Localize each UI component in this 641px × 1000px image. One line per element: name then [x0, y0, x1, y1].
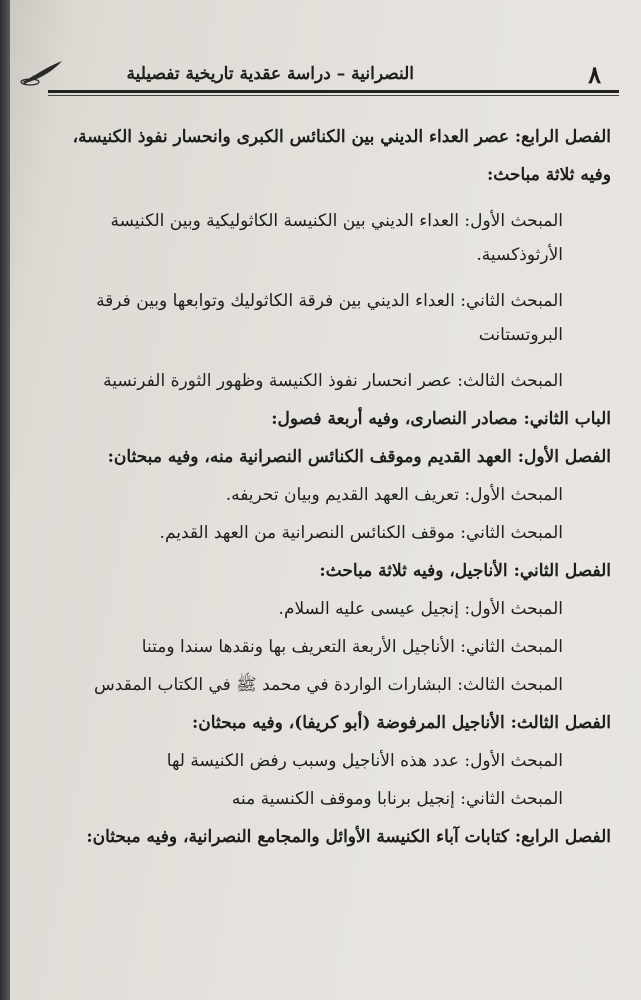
- running-title: النصرانية – دراسة عقدية تاريخية تفصيلية: [126, 64, 414, 84]
- toc-heading: الفصل الثاني: الأناجيل، وفيه ثلاثة مباحث:: [319, 561, 611, 581]
- toc-entry: المبحث الأول: عدد هذه الأناجيل وسبب رفض الكنيسة لها: [166, 751, 563, 771]
- toc-entry: المبحث الأول: تعريف العهد القديم وبيان تحريفه.: [225, 485, 563, 505]
- page-header: [18, 54, 619, 94]
- toc-entry: المبحث الثاني: العداء الديني بين فرقة الكاثوليك وتوابعها وبين فرقة: [96, 291, 563, 311]
- toc-heading: الفصل الرابع: عصر العداء الديني بين الكنائس الكبرى وانحسار نفوذ الكنيسة،: [72, 127, 611, 147]
- header-rule-thin: [48, 95, 619, 96]
- spacer: [22, 354, 611, 362]
- toc-entry: المبحث الثاني: الأناجيل الأربعة التعريف بها ونقدها سندا ومتنا: [141, 637, 563, 657]
- table-of-contents: [22, 118, 611, 856]
- spacer: [22, 194, 611, 202]
- toc-entry: المبحث الثاني: إنجيل برنابا وموقف الكنسية منه: [231, 789, 563, 809]
- header-rule: [48, 90, 619, 93]
- toc-entry: المبحث الثالث: البشارات الواردة في محمد ﷺ في الكتاب المقدس: [94, 675, 563, 695]
- page-number: ٨: [588, 60, 601, 89]
- toc-entry: البروتستانت: [478, 325, 563, 345]
- toc-entry: المبحث الثالث: عصر انحسار نفوذ الكنيسة وظهور الثورة الفرنسية: [103, 371, 563, 391]
- toc-heading: الفصل الرابع: كتابات آباء الكنيسة الأوائل والمجامع النصرانية، وفيه مبحثان:: [86, 827, 611, 847]
- toc-entry: الأرثوذكسية.: [476, 245, 563, 265]
- toc-entry: المبحث الأول: العداء الديني بين الكنيسة الكاثوليكية وبين الكنيسة: [110, 211, 563, 231]
- toc-heading: الفصل الثالث: الأناجيل المرفوضة (أبو كريفا)، وفيه مبحثان:: [192, 713, 611, 733]
- quill-ornament-icon: [18, 58, 66, 86]
- toc-entry: المبحث الأول: إنجيل عيسى عليه السلام.: [278, 599, 563, 619]
- toc-entry: المبحث الثاني: موقف الكنائس النصرانية من العهد القديم.: [159, 523, 563, 543]
- toc-heading: وفيه ثلاثة مباحث:: [486, 165, 611, 185]
- toc-heading: الفصل الأول: العهد القديم وموقف الكنائس النصرانية منه، وفيه مبحثان:: [107, 447, 611, 467]
- spacer: [22, 274, 611, 282]
- toc-heading: الباب الثاني: مصادر النصارى، وفيه أربعة فصول:: [271, 409, 611, 429]
- book-spine-shadow: [0, 0, 10, 1000]
